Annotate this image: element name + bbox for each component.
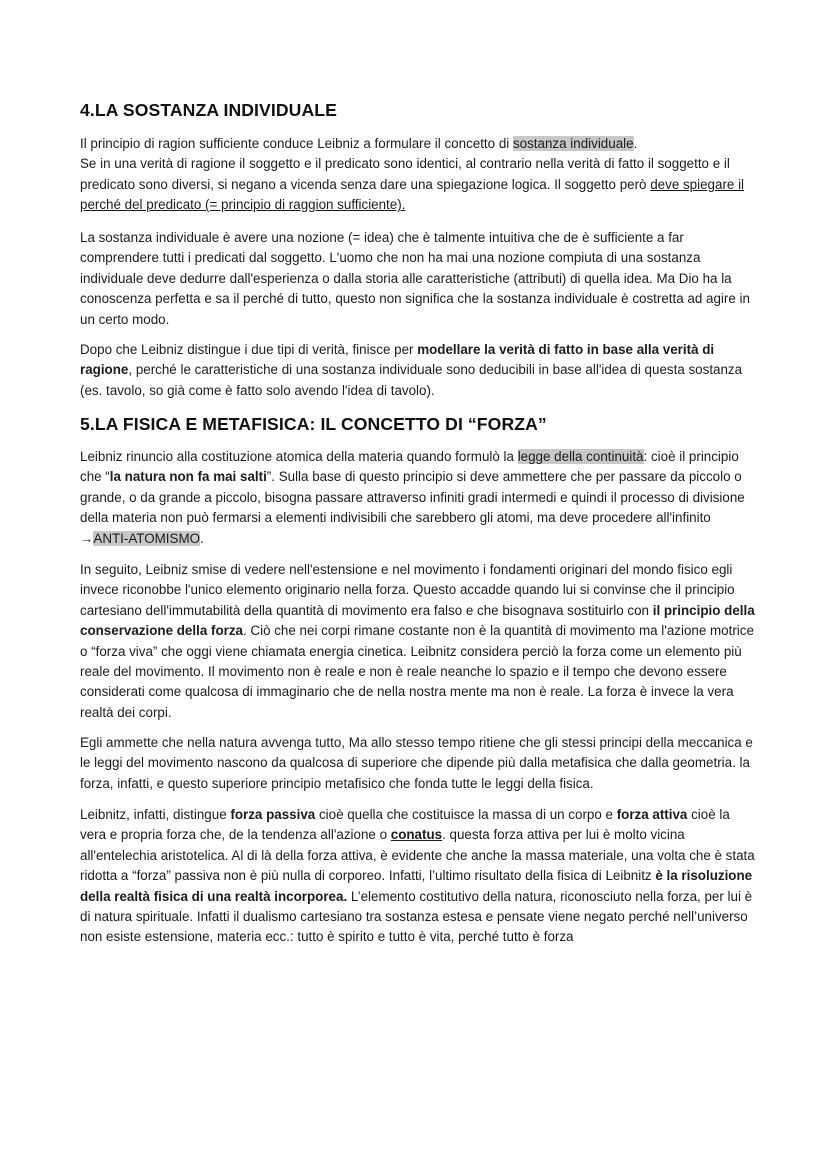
text-run: cioè la vera e propria forza che, de la tendenza all'azione o <box>80 807 730 843</box>
text-run: ”. Sulla base di questo principio si deve ammettere che per passare da piccolo o grande, o da grande a piccolo, bisogna passare attraverso infiniti gradi intermedi e quindi il processo di divisione della materia non può fermarsi a elementi indivisibili che sarebbero gli atomi, ma deve procedere all'infinito → <box>80 469 745 546</box>
text-run: In seguito, Leibniz smise di vedere nell'estensione e nel movimento i fondamenti originari del mondo fisico egli invece riconobbe l'unico elemento originario nella forza. Questo accadde quando lui si convinse che il principio cartesiano dell'immutabilità della quantità di movimento era falso e che bisognava sostituirlo con <box>80 562 735 618</box>
text-run: Se in una verità di ragione il soggetto e il predicato sono identici, al contrario nella verità di fatto il soggetto e il predicato sono diversi, si negano a vicenda senza dare una spiegazione logica. Il soggetto però <box>80 156 730 192</box>
section-5-heading-block <box>80 413 752 435</box>
bold-text: il principio della conservazione della forza <box>80 602 755 639</box>
bold-underlined-term: conatus <box>390 827 443 843</box>
underlined-text: deve spiegare il perché del predicato (= principio di raggion sufficiente). <box>80 176 745 213</box>
text-run: Dopo che Leibniz distingue i due tipi di verità, finisce per <box>80 342 418 357</box>
bold-text: modellare la verità di fatto in base alla verità di ragione <box>80 342 715 378</box>
text-run: cioè quella che costituisce la massa di un corpo e <box>315 807 617 822</box>
text-run: : cioè il principio che “ <box>80 449 739 485</box>
highlighted-term: sostanza individuale <box>512 136 634 151</box>
highlighted-term: ANTI-ATOMISMO <box>93 530 201 546</box>
text-run: L’elemento costitutivo della natura, riconosciuto nella forza, per lui è di natura spirituale. Infatti il dualismo cartesiano tra sostanza estesa e pensate viene negato perché nell’universo non esiste estensione, materia ecc.: tutto è spirito e tutto è vita, perché tutto è forza <box>80 888 753 945</box>
section-5-paragraph-3: Egli ammette che nella natura avvenga tutto, Ma allo stesso tempo ritiene che gli stessi principi della meccanica e le leggi del movimento nascono da qualcosa di superiore che dipende più dalla metafisica che dalla geometria. la forza, infatti, e questo superiore principio metafisico che fonda tutte le leggi della fisica. <box>80 735 753 791</box>
text-run: . Ciò che nei corpi rimane costante non è la quantità di movimento ma l'azione motrice o “forza viva” che oggi viene chiamata energia cinetica. Leibnitz considera perciò la forza come un elemento più reale del movimento. Il movimento non è reale e non è reale neanche lo spazio e il tempo che devono essere considerati come qualcosa di immaginario che de nella nostra mente ma non è reale. La forza è invece la vera realtà dei corpi. <box>80 623 754 720</box>
text-run: . questa forza attiva per lui è molto vicina all'entelechia aristotelica. Al di là della forza attiva, è evidente che anche la massa materiale, una volta che è stata ridotta a “forza” passiva non è più nulla di corporeo. Infatti, l’ultimo risultato della fisica di Leibnitz <box>80 827 755 884</box>
section-4-paragraph-1 <box>80 134 756 216</box>
text-run: Leibniz rinuncio alla costituzione atomica della materia quando formulò la <box>80 449 518 464</box>
section-5-paragraph-1 <box>80 447 756 549</box>
bold-text: forza attiva <box>616 807 688 822</box>
section-5-title: 5.LA FISICA E METAFISICA: IL CONCETTO DI “FORZA” <box>80 414 547 434</box>
text-run: Il principio di ragion sufficiente conduce Leibniz a formulare il concetto di <box>80 136 513 151</box>
text-run: , perché le caratteristiche di una sostanza individuale sono deducibili in base all'idea di questa sostanza (es. tavolo, so già come è fatto solo avendo l'idea di tavolo). <box>80 362 743 398</box>
bold-text: la natura non fa mai salti <box>109 469 267 485</box>
section-5-paragraph-2 <box>80 560 756 723</box>
text-run: Leibnitz, infatti, distingue <box>80 807 231 822</box>
bold-text: è la risoluzione della realtà fisica di una realtà incorporea. <box>80 868 753 904</box>
text-run: . <box>200 530 204 546</box>
section-4-heading-block <box>80 99 752 121</box>
text-run: . <box>633 136 638 151</box>
section-4-title: 4.LA SOSTANZA INDIVIDUALE <box>80 100 337 120</box>
highlighted-term: legge della continuità <box>517 449 644 464</box>
section-4-paragraph-2: La sostanza individuale è avere una nozione (= idea) che è talmente intuitiva che de è sufficiente a far comprendere tutti i predicati dal soggetto. L'uomo che non ha mai una nozione compiuta di una sostanza individuale deve dedurre dall'esperienza o dalla storia alle caratteristiche (attributi) di quella idea. Ma Dio ha la conoscenza perfetta e sa il perché di tutto, questo non significa che la sostanza individuale è costretta ad agire in un certo modo. <box>80 230 750 327</box>
section-5-paragraph-4 <box>80 805 756 948</box>
bold-text: forza passiva <box>230 807 316 822</box>
section-4-paragraph-3 <box>80 340 756 401</box>
